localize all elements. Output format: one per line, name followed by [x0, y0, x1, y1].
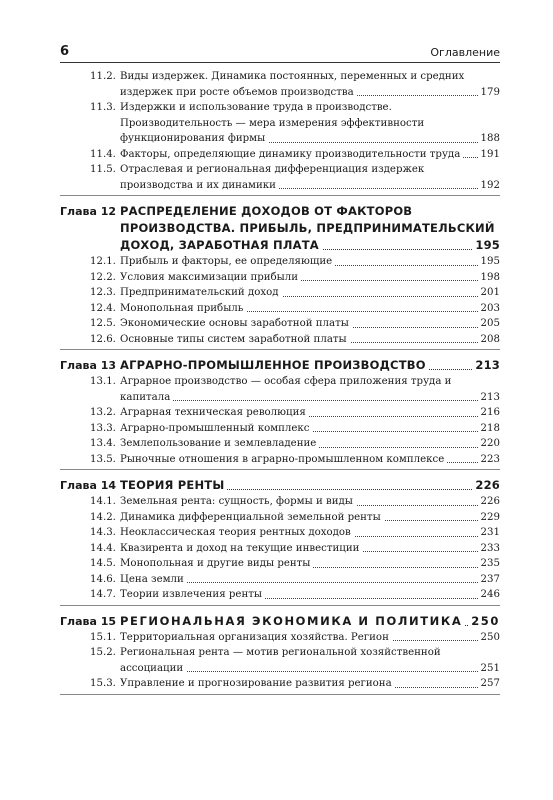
- entry-page: 231: [478, 525, 500, 541]
- entry-number: 14.6.: [90, 573, 116, 585]
- toc-entry: [60, 510, 500, 526]
- entry-body: [120, 421, 500, 437]
- entry-title: Прибыль и факторы, ее определяющие: [120, 256, 335, 267]
- toc-entry: [60, 525, 500, 541]
- entry-number: 15.1.: [90, 631, 116, 643]
- chapter-section: [60, 199, 500, 350]
- entry-body: [120, 285, 500, 301]
- entry-body: [120, 510, 500, 526]
- chapter-heading: [60, 609, 500, 630]
- entry-body: [120, 100, 500, 147]
- entry-page: 235: [478, 556, 500, 572]
- entry-body: [120, 645, 500, 676]
- entry-body: [120, 374, 500, 405]
- chapter-heading: [60, 473, 500, 494]
- entry-body: [120, 436, 500, 452]
- entry-title: Аграрно-промышленный комплекс: [120, 423, 313, 434]
- toc-entry: [60, 405, 500, 421]
- entry-number: 13.5.: [90, 453, 116, 465]
- running-header: [60, 40, 500, 62]
- entry-number: 11.3.: [90, 102, 116, 113]
- entry-number: 12.1.: [90, 256, 116, 267]
- entry-page: 213: [478, 390, 500, 406]
- entry-title: Монопольная прибыль: [120, 303, 246, 314]
- toc-entry: [60, 676, 500, 692]
- entry-page: 192: [478, 178, 500, 194]
- entry-title: Квазирента и доход на текущие инвестиции: [120, 543, 362, 554]
- entry-title: Территориальная организация хозяйства. Регион: [120, 632, 392, 643]
- toc-entry: [60, 421, 500, 437]
- toc-entry: [60, 285, 500, 301]
- dot-leader: [120, 400, 500, 401]
- entry-body: [120, 494, 500, 510]
- entry-body: [120, 301, 500, 317]
- entry-title: Основные типы систем заработной платы: [120, 334, 350, 345]
- entry-body: [120, 541, 500, 557]
- entry-page: 191: [478, 147, 500, 163]
- entry-number: 11.4.: [90, 148, 116, 160]
- entry-number: 15.3.: [90, 678, 116, 689]
- entry-body: [120, 316, 500, 332]
- toc-entry: [60, 541, 500, 557]
- entry-body: [120, 525, 500, 541]
- entry-body: [120, 676, 500, 692]
- entry-number: 13.3.: [90, 422, 116, 434]
- entry-title: Рыночные отношения в аграрно-промышленном комплексе: [120, 454, 447, 465]
- entry-title: Факторы, определяющие динамику производительности труда: [120, 149, 463, 160]
- entry-body: [120, 254, 500, 270]
- entry-page: 205: [478, 316, 500, 332]
- entry-number: 14.1.: [90, 496, 116, 507]
- entry-body: [120, 572, 500, 588]
- entry-number: 11.5.: [90, 164, 116, 175]
- entry-body: [120, 556, 500, 572]
- entry-page: 229: [478, 510, 500, 526]
- toc-entry: [60, 630, 500, 646]
- toc-entry: [60, 270, 500, 286]
- chapter-11-tail: [60, 69, 500, 196]
- entry-page: 179: [478, 85, 500, 101]
- entry-body: [120, 270, 500, 286]
- toc-entry: [60, 69, 500, 100]
- entry-page: 188: [478, 131, 500, 147]
- entry-body: [120, 587, 500, 603]
- chapter-title-block: [120, 199, 500, 254]
- running-title: Оглавление: [430, 46, 500, 59]
- entry-number: 13.2.: [90, 407, 116, 418]
- entry-page: 216: [478, 405, 500, 421]
- entry-page: 246: [478, 587, 500, 603]
- entry-number: 15.2.: [90, 647, 116, 658]
- entry-number: 12.6.: [90, 333, 116, 345]
- entry-number: 14.7.: [90, 589, 116, 600]
- page-number: 6: [60, 44, 70, 59]
- toc-entry: [60, 147, 500, 163]
- entry-title: Монопольная и другие виды ренты: [120, 558, 313, 569]
- entry-body: [120, 69, 500, 100]
- entry-page: 223: [478, 452, 500, 468]
- entry-page: 198: [478, 270, 500, 286]
- entry-body: [120, 405, 500, 421]
- entry-title: Виды издержек. Динамика постоянных, переменных и средних издержек при росте объемов производства: [120, 71, 465, 98]
- chapter-label: Глава 15: [60, 614, 117, 628]
- toc-entry: [60, 162, 500, 193]
- entry-body: [120, 147, 500, 163]
- chapter-heading: [60, 199, 500, 254]
- entry-title: Аграрное производство — особая сфера приложения труда и капитала: [120, 376, 452, 403]
- chapter-title: АГРАРНО-ПРОМЫШЛЕННОЕ ПРОИЗВОДСТВО: [120, 358, 429, 372]
- toc-entry: [60, 316, 500, 332]
- toc-entry: [60, 301, 500, 317]
- entry-body: [120, 332, 500, 348]
- chapter-section: [60, 609, 500, 695]
- entry-title: Региональная рента — мотив региональной хозяйственной ассоциации: [120, 647, 441, 674]
- entry-page: 226: [478, 494, 500, 510]
- toc-entry: [60, 587, 500, 603]
- chapter-page: 226: [472, 477, 500, 494]
- chapter-label: Глава 12: [60, 205, 117, 218]
- entry-body: [120, 452, 500, 468]
- entry-body: [120, 162, 500, 193]
- entry-page: 220: [478, 436, 500, 452]
- entry-number: 13.4.: [90, 438, 116, 449]
- chapter-title: РЕГИОНАЛЬНАЯ ЭКОНОМИКА И ПОЛИТИКА: [120, 614, 465, 628]
- chapter-label: Глава 14: [60, 479, 117, 492]
- entry-title: Экономические основы заработной платы: [120, 318, 352, 329]
- toc-entry: [60, 332, 500, 348]
- chapter-section: [60, 353, 500, 470]
- entry-page: 257: [478, 676, 500, 692]
- entry-title: Землепользование и землевладение: [120, 438, 319, 449]
- toc-entry: [60, 374, 500, 405]
- chapter-title: РАСПРЕДЕЛЕНИЕ ДОХОДОВ ОТ ФАКТОРОВ ПРОИЗВОДСТВА. ПРИБЫЛЬ, ПРЕДПРИНИМАТЕЛЬСКИЙ ДОХОД, ЗАРАБОТНАЯ ПЛАТА: [120, 204, 495, 252]
- toc-entry: [60, 436, 500, 452]
- chapter-title-block: [120, 353, 500, 374]
- toc-entry: [60, 100, 500, 147]
- entry-title: Предпринимательский доход: [120, 287, 282, 298]
- entry-title: Отраслевая и региональная дифференциация издержек производства и их динамики: [120, 164, 425, 191]
- entry-title: Издержки и использование труда в производстве. Производительность — мера измерения эффективности функционирования фирмы: [120, 102, 425, 144]
- toc-entry: [60, 645, 500, 676]
- entry-number: 14.4.: [90, 542, 116, 554]
- entry-page: 233: [478, 541, 500, 557]
- entry-title: Условия максимизации прибыли: [120, 272, 301, 283]
- entry-body: [120, 630, 500, 646]
- entry-page: 250: [478, 630, 500, 646]
- entry-title: Аграрная техническая революция: [120, 407, 309, 418]
- entry-number: 12.5.: [90, 318, 116, 329]
- header-rule: [60, 62, 500, 63]
- toc-entry: [60, 572, 500, 588]
- chapter-title: ТЕОРИЯ РЕНТЫ: [120, 478, 227, 492]
- chapter-section: [60, 473, 500, 606]
- entry-page: 218: [478, 421, 500, 437]
- chapter-title-block: [120, 609, 500, 630]
- entry-number: 14.2.: [90, 511, 116, 523]
- chapter-page: 213: [472, 357, 500, 374]
- entry-title: Земельная рента: сущность, формы и виды: [120, 496, 356, 507]
- entry-number: 13.1.: [90, 376, 116, 387]
- entry-title: Теории извлечения ренты: [120, 589, 265, 600]
- toc-entry: [60, 452, 500, 468]
- entry-page: 195: [478, 254, 500, 270]
- chapter-title-block: [120, 473, 500, 494]
- table-of-contents: [60, 69, 500, 698]
- entry-title: Цена земли: [120, 574, 187, 585]
- entry-title: Управление и прогнозирование развития региона: [120, 678, 395, 689]
- entry-page: 203: [478, 301, 500, 317]
- entry-page: 251: [478, 661, 500, 677]
- entry-page: 201: [478, 285, 500, 301]
- entry-number: 14.3.: [90, 527, 116, 538]
- entry-page: 237: [478, 572, 500, 588]
- chapter-label: Глава 13: [60, 359, 117, 372]
- toc-entry: [60, 254, 500, 270]
- chapter-page: 250: [468, 613, 500, 630]
- entry-number: 12.3.: [90, 287, 116, 298]
- entry-number: 14.5.: [90, 558, 116, 569]
- entry-number: 11.2.: [90, 71, 116, 82]
- toc-entry: [60, 494, 500, 510]
- entry-number: 12.2.: [90, 271, 116, 283]
- entry-number: 12.4.: [90, 302, 116, 314]
- chapter-page: 195: [472, 237, 500, 254]
- chapter-heading: [60, 353, 500, 374]
- entry-title: Неоклассическая теория рентных доходов: [120, 527, 354, 538]
- toc-entry: [60, 556, 500, 572]
- entry-title: Динамика дифференциальной земельной ренты: [120, 512, 384, 523]
- entry-page: 208: [478, 332, 500, 348]
